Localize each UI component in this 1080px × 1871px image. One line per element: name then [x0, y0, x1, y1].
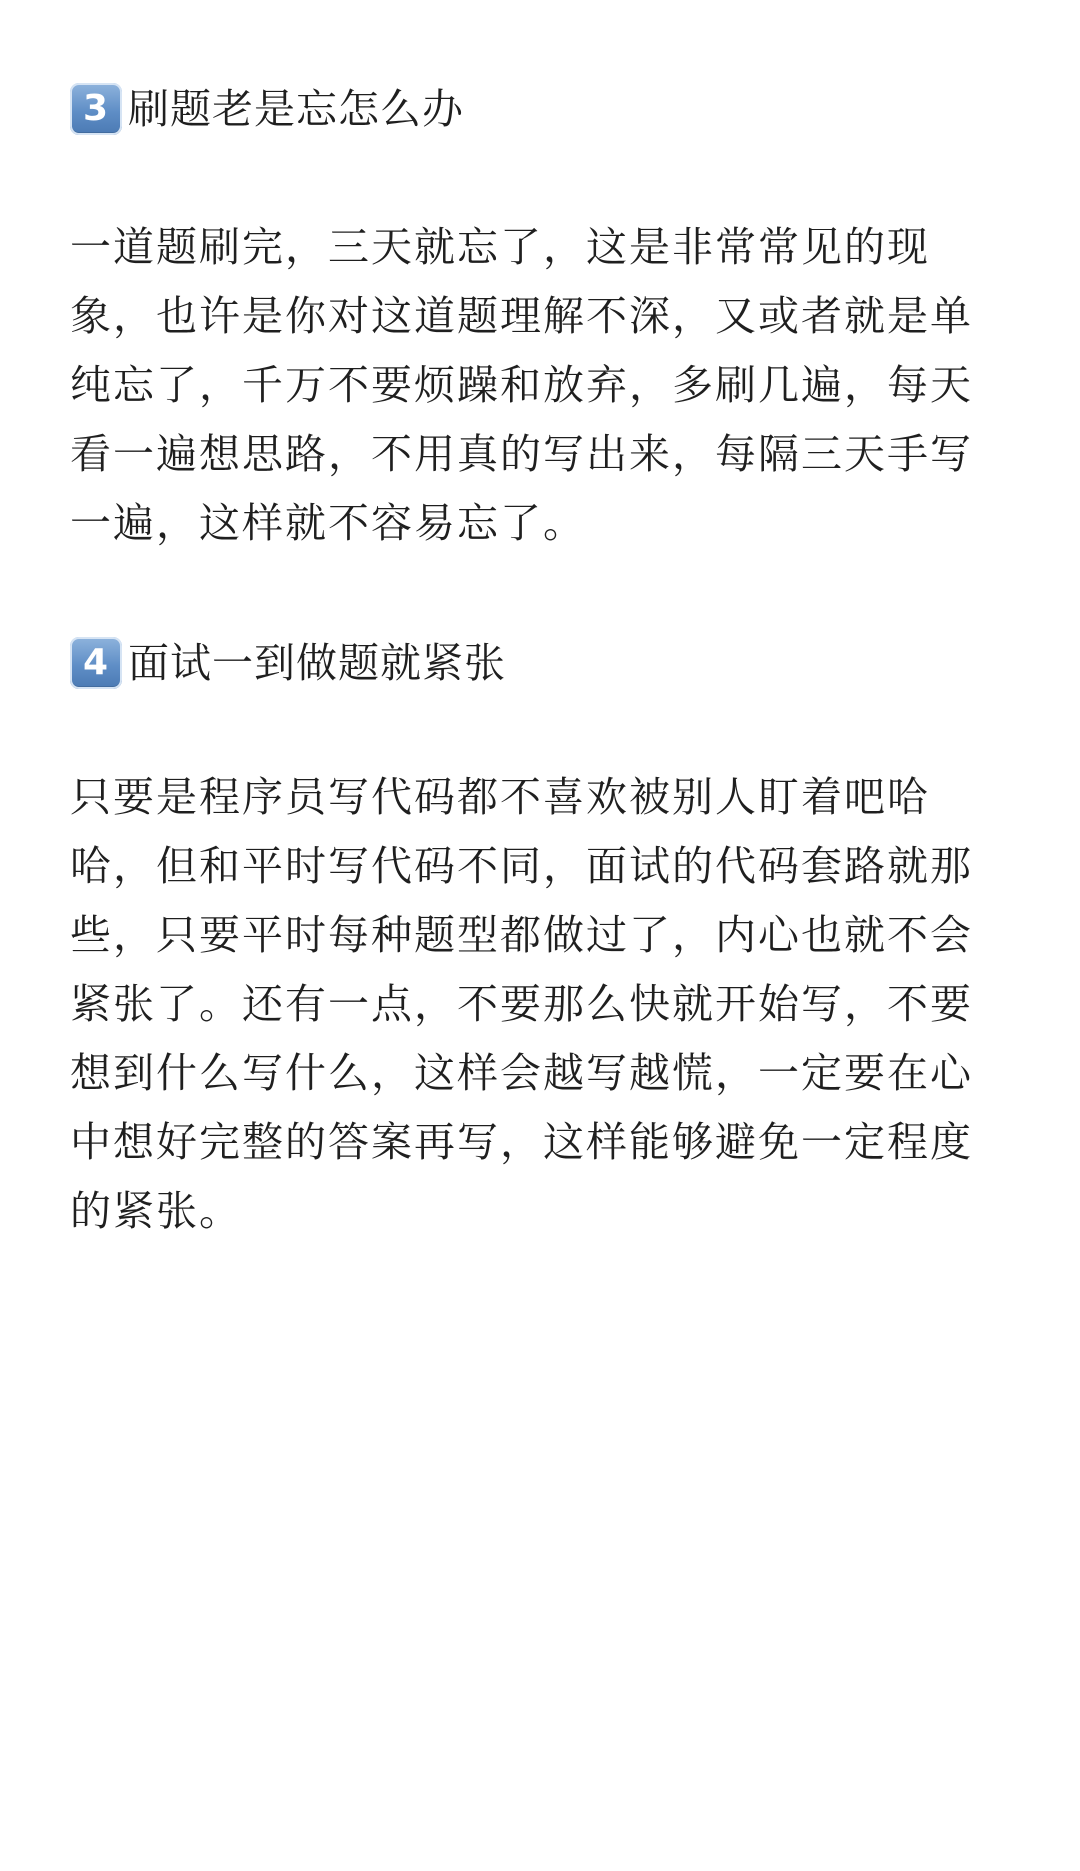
keycap-4-icon: 4 [70, 637, 122, 689]
section-3-heading [70, 82, 464, 136]
section-4-title: 面试一到做题就紧张 [128, 639, 506, 687]
section-4-body: 只要是程序员写代码都不喜欢被别人盯着吧哈哈，但和平时写代码不同，面试的代码套路就那些，只要平时每种题型都做过了，内心也就不会紧张了。还有一点，不要那么快就开始写，不要想到什么写什么，这样会越写越慌，一定要在心中想好完整的答案再写，这样能够避免一定程度的紧张。 [70, 773, 973, 1235]
section-4-heading [70, 636, 506, 690]
section-3-title: 刷题老是忘怎么办 [128, 85, 464, 133]
keycap-3-icon: 3 [70, 83, 122, 135]
section-3-body: 一道题刷完，三天就忘了，这是非常常见的现象，也许是你对这道题理解不深，又或者就是单纯忘了，千万不要烦躁和放弃，多刷几遍，每天看一遍想思路，不用真的写出来，每隔三天手写一遍，这样就不容易忘了。 [70, 223, 973, 547]
